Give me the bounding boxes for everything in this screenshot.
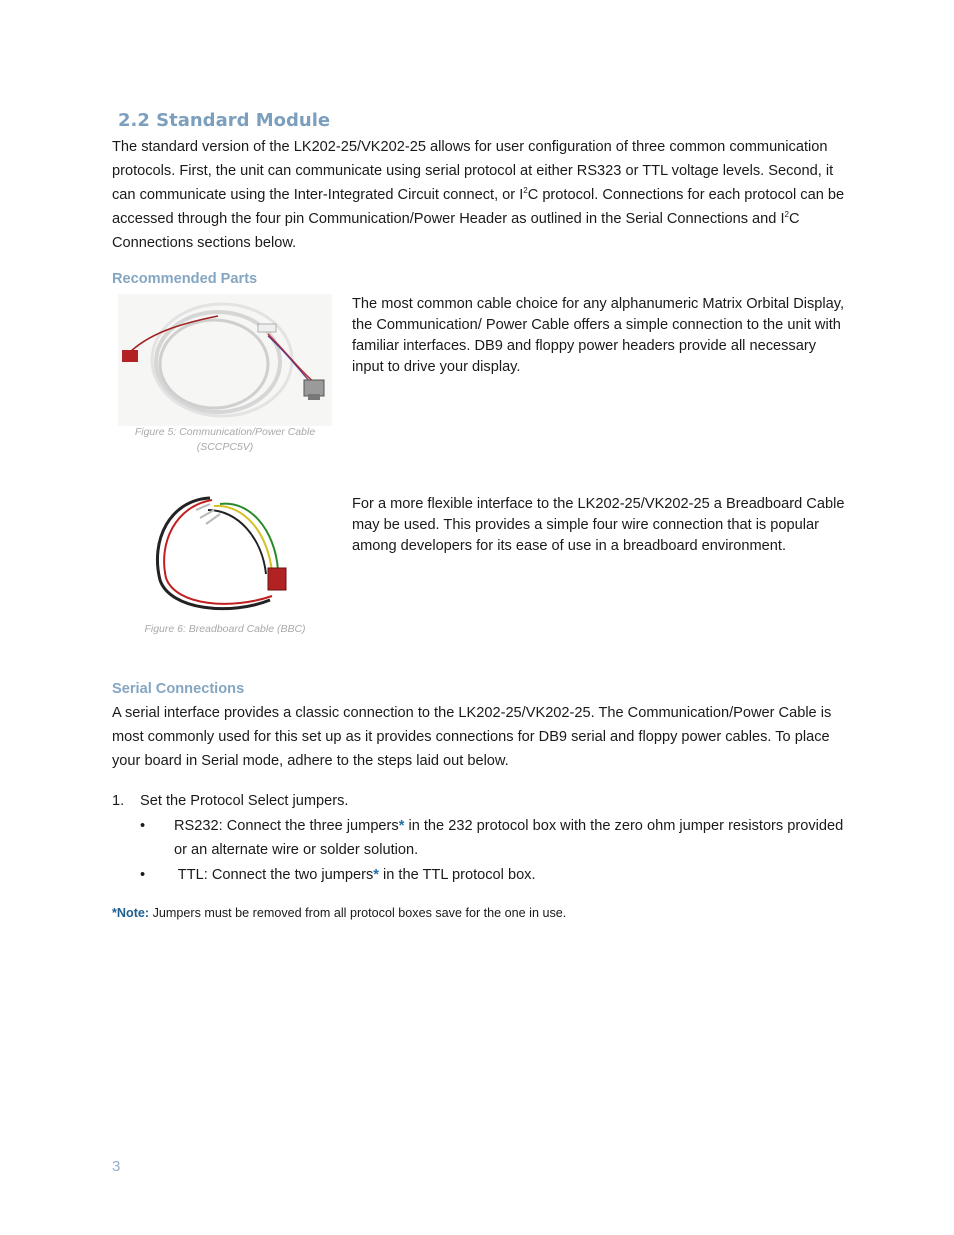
asterisk-mark: * [373, 867, 379, 883]
breadboard-cable-image [150, 490, 300, 618]
bullet-item-ttl [140, 863, 850, 887]
intro-text-3: C Connections sections below. [112, 211, 800, 251]
superscript: 2 [523, 186, 528, 196]
serial-connections-heading: Serial Connections [112, 681, 245, 697]
jumper-note [112, 906, 566, 920]
intro-text-1: The standard version of the LK202-25/VK202-25 allows for user configuration of three common communication protocols. First, the unit can communicate using serial protocol at either RS323 or TTL voltage levels. Second, it can communicate using the Inter-Integrated Circuit connect, or I [112, 139, 834, 203]
recommended-parts-heading: Recommended Parts [112, 271, 258, 287]
communication-power-cable-image [118, 294, 332, 426]
intro-text-2: C protocol. Connections for each protocol can be accessed through the four pin Communication/Power Header as outlined in the Serial Connections and I [112, 187, 845, 227]
bullet-text: RS232: Connect the three jumpers [174, 818, 399, 834]
step-text: Set the Protocol Select jumpers. [140, 793, 349, 809]
asterisk-mark: * [398, 818, 405, 834]
bullet-text: in the TTL protocol box. [378, 867, 536, 883]
figure-5-description: The most common cable choice for any alphanumeric Matrix Orbital Display, the Communication/ Power Cable offers a simple connection to the unit with familiar interfaces. DB9 and floppy power headers provide all necessary input to drive your display. [352, 296, 845, 375]
section-title: 2.2 Standard Module [118, 110, 331, 131]
superscript: 2 [784, 210, 789, 220]
page-number: 3 [112, 1158, 121, 1175]
figure-5-caption: Figure 5: Communication/Power Cable (SCCPC5V) [134, 426, 316, 453]
bullet-icon: • [140, 818, 146, 834]
bullet-item-rs232 [140, 814, 850, 862]
note-text: Jumpers must be removed from all protocol boxes save for the one in use. [149, 906, 567, 920]
step-number: 1. [112, 793, 125, 809]
figure-6-description: For a more flexible interface to the LK202-25/VK202-25 a Breadboard Cable may be used. This provides a simple four wire connection that is popular among developers for its ease of use in a breadboard environment. [352, 496, 845, 554]
bullet-icon: • [140, 867, 146, 883]
step-1 [112, 789, 349, 813]
figure-6-caption: Figure 6: Breadboard Cable (BBC) [144, 623, 306, 635]
intro-paragraph [112, 135, 847, 255]
serial-intro-paragraph: A serial interface provides a classic connection to the LK202-25/VK202-25. The Communication/Power Cable is most commonly used for this set up as it provides connections for DB9 serial and floppy power cables. To place your board in Serial mode, adhere to the steps laid out below. [112, 705, 832, 769]
bullet-text: in the 232 protocol box with the zero ohm jumper resistors provided or an alternate wire or solder solution. [174, 818, 844, 858]
bullet-text: TTL: Connect the two jumpers [174, 867, 374, 883]
note-label: *Note: [112, 906, 150, 920]
